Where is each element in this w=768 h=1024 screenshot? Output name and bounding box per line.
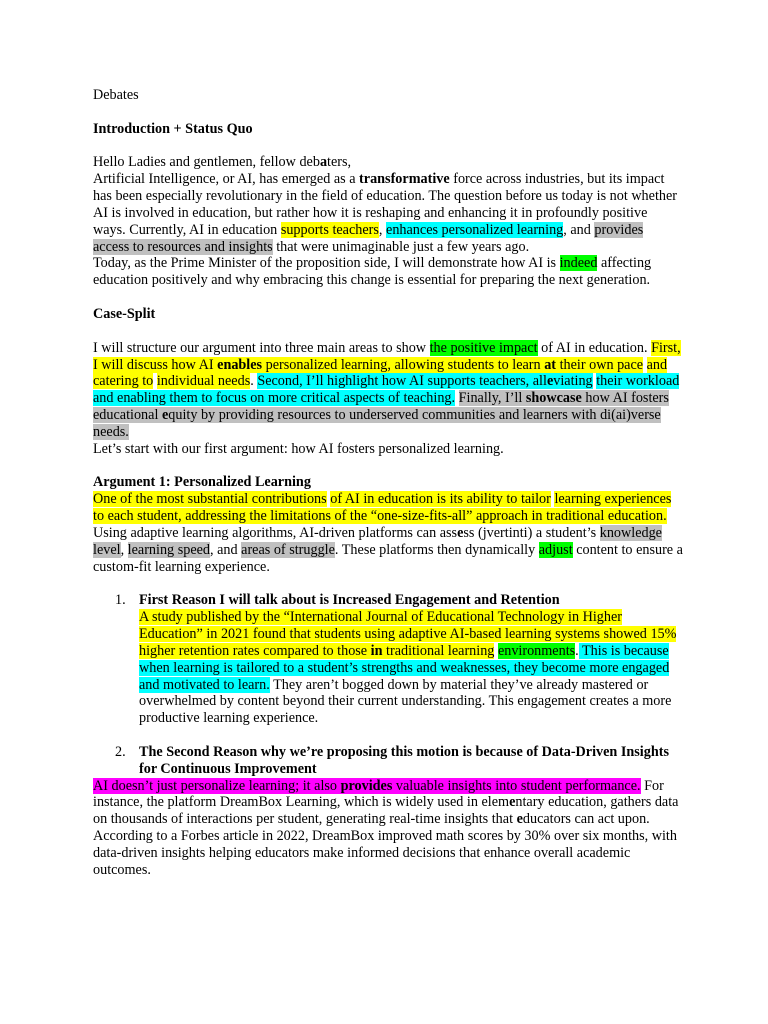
highlight-green: environments <box>497 642 576 659</box>
highlight-gray: provides access to resources and insights <box>93 221 644 255</box>
list-number: 1. <box>115 592 126 609</box>
highlight-gray: needs. <box>93 423 129 440</box>
highlight-yellow: of AI in education is its ability to tailor <box>330 491 551 508</box>
text-run: ss (jvertinti) a student’s <box>463 524 600 541</box>
bold-run: transformative <box>359 171 450 188</box>
highlight-magenta <box>93 778 641 794</box>
heading-case-split <box>93 306 683 323</box>
heading-case-split-text: Case-Split <box>93 305 156 322</box>
text-run: quity by providing resources to underserved communities and learners with di(ai)verse <box>168 407 661 424</box>
highlight-yellow: individual needs <box>156 373 251 390</box>
text-run: of AI in education. <box>537 339 652 356</box>
bold-run: provides <box>340 777 393 794</box>
heading-introduction <box>93 121 683 138</box>
text-run: personalized learning, allowing students to learn <box>262 356 545 373</box>
text-run: Finally, I’ll <box>458 390 526 407</box>
heading-introduction-text: Introduction + Status Quo <box>93 120 253 137</box>
highlight-cyan: enhances personalized learning <box>386 221 564 238</box>
text-run: . <box>250 373 258 390</box>
heading-argument-1-text: Argument 1: Personalized Learning <box>93 474 311 491</box>
text-run: , and <box>563 221 595 238</box>
list-item-body <box>139 609 683 727</box>
highlight-green: the positive impact <box>429 339 538 356</box>
list-item-title <box>139 592 683 609</box>
bold-run: at <box>544 356 557 373</box>
text-run: I will structure our argument into three main areas to show <box>93 339 430 356</box>
text-run: traditional learning <box>382 642 495 659</box>
text-run: how AI fosters educational <box>93 390 669 424</box>
text-run: Second, I’ll highlight how AI supports teachers, all <box>257 373 547 390</box>
spacer <box>93 138 683 155</box>
text-run: that were unimaginable just a few years ago. <box>272 238 530 255</box>
text-run: Using adaptive learning algorithms, AI-driven platforms can ass <box>93 524 458 541</box>
text-run: affecting education positively and why embracing this change is essential for preparing the next generation. <box>93 255 652 289</box>
text-run: their own pace <box>556 356 644 373</box>
text-run: . These platforms then dynamically <box>334 541 539 558</box>
intro-greeting <box>93 154 683 171</box>
list-item-title-text: The Second Reason why we’re proposing this motion is because of Data-Driven Insights for Continuous Improvement <box>139 743 669 777</box>
text-run: force across industries, but its impact has been especially revolutionary in the field of education. The question before us today is not whether AI is involved in education, but rather how it is reshaping and enhancing it in profoundly positive ways. Currently, AI in education <box>93 171 678 238</box>
text-run: , <box>378 221 387 238</box>
list-number: 2. <box>115 743 126 760</box>
spacer <box>93 727 683 744</box>
bold-run: e <box>509 794 516 811</box>
text-run: Hello Ladies and gentlemen, fellow deb <box>93 154 320 171</box>
text-run: They aren’t bogged down by material they’ve already mastered or overwhelmed by content beyond their current understanding. This engagement creates a more productive learning experience. <box>139 676 672 727</box>
bold-run: e <box>457 524 464 541</box>
bold-run: enables <box>217 356 263 373</box>
argument-1-paragraph <box>93 491 683 575</box>
text-run: ters, <box>327 154 352 171</box>
spacer <box>93 323 683 340</box>
highlight-gray: knowledge level <box>93 524 662 558</box>
list-item-title <box>139 744 683 778</box>
highlight-gray: learning speed <box>127 541 211 558</box>
heading-argument-1 <box>93 474 683 491</box>
bold-run: showcase <box>525 390 582 407</box>
bold-run: e <box>546 373 554 390</box>
highlight-gray: areas of struggle <box>241 541 335 558</box>
text-run: . <box>575 642 579 659</box>
text-run: Artificial Intelligence, or AI, has emerged as a <box>93 171 360 188</box>
text-run: valuable insights into student performance. <box>392 777 641 794</box>
highlight-yellow: in traditional education. <box>531 508 667 525</box>
text-run: viating <box>553 373 593 390</box>
bold-run: in <box>370 642 383 659</box>
highlight-green: adjust <box>538 541 573 558</box>
intro-paragraph <box>93 171 683 255</box>
text-run: content to ensure a custom-fit learning experience. <box>93 541 683 575</box>
text-run: For instance, the platform DreamBox Learning, which is widely used in elem <box>93 777 664 811</box>
highlight-yellow: supports teachers <box>280 221 379 238</box>
bold-run: a <box>319 154 328 171</box>
document-page <box>93 87 683 879</box>
spacer <box>93 289 683 306</box>
text-run: ntary education, gathers data on thousands of interactions per student, generating real-time insights that <box>93 794 679 828</box>
highlight-cyan: their workload and enabling them to focus on more critical aspects of teaching. <box>93 373 680 407</box>
highlight-cyan <box>257 373 592 389</box>
text-run: AI doesn’t just personalize learning; it also <box>93 777 341 794</box>
highlight-cyan: This is because when learning is tailored to a student’s strengths and weaknesses, they become more engaged and motivated to learn. <box>139 642 670 693</box>
list-item-1 <box>93 592 683 727</box>
spacer <box>93 575 683 592</box>
text-run: Today, as the Prime Minister of the proposition side, I will demonstrate how AI is <box>93 255 560 272</box>
highlight-green: indeed <box>559 255 598 272</box>
document-title: Debates <box>93 87 139 103</box>
intro-thesis <box>93 255 683 289</box>
spacer <box>93 104 683 121</box>
bold-run: e <box>516 811 523 828</box>
bold-run: e <box>161 407 169 424</box>
list-item-2 <box>93 744 683 778</box>
spacer <box>93 458 683 475</box>
list-item-title-text: First Reason I will talk about is Increased Engagement and Retention <box>139 592 560 609</box>
case-split-paragraph <box>93 340 683 441</box>
text-run: ducators can act upon. According to a Forbes article in 2022, DreamBox improved math scores by 30% over six months, with data-driven insights helping educators make informed decisions that enhance overall academic outcomes. <box>93 811 677 878</box>
highlight-yellow: One of the most substantial contributions <box>93 491 327 508</box>
data-insights-paragraph <box>93 778 683 879</box>
text-run: , <box>120 541 128 558</box>
highlight-yellow: learning experiences to each student, addressing the limitations of the “one-size-fits-all” approach <box>93 491 672 525</box>
case-split-transition: Let’s start with our first argument: how AI fosters personalized learning. <box>93 440 504 457</box>
text-run: , and <box>210 541 242 558</box>
text-run: First, I will discuss how AI <box>93 339 681 373</box>
text-run: A study published by the “International Journal of Educational Technology in Higher Education” in 2021 found that students using adaptive AI-based learning systems showed 15% higher retention rates compared to those <box>139 609 677 659</box>
highlight-yellow: and catering to <box>93 356 668 390</box>
